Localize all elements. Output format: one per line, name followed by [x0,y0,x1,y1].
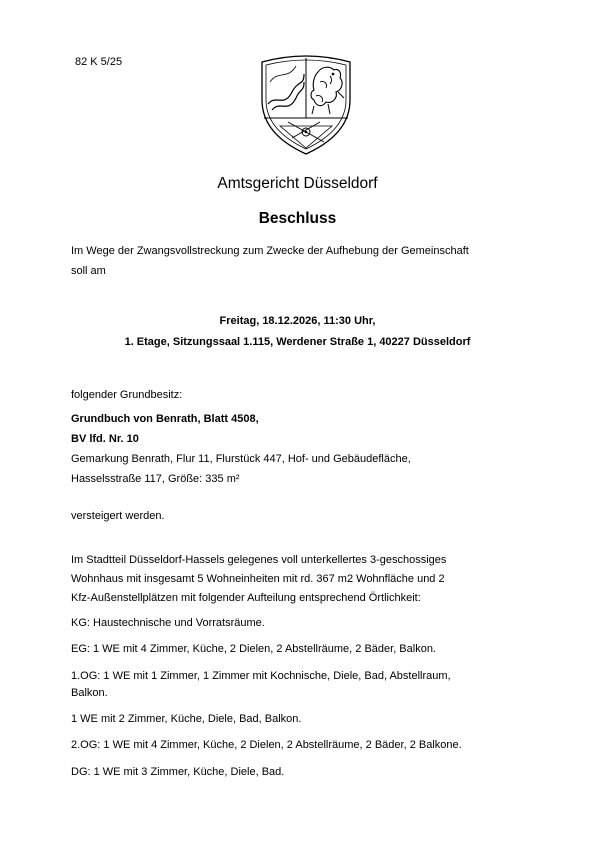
court-name: Amtsgericht Düsseldorf [217,175,378,192]
floor-og1-line-2: Balkon. [71,687,108,699]
nrw-coat-of-arms-icon [258,52,354,156]
versteigert-text: versteigert werden. [71,510,165,522]
description-line-3: Kfz-Außenstellplätzen mit folgender Aufteilung entsprechend Örtlichkeit: [71,592,421,604]
case-number: 82 K 5/25 [75,56,123,68]
floor-og1-line-1: 1.OG: 1 WE mit 1 Zimmer, 1 Zimmer mit Kochnische, Diele, Bad, Abstellraum, [71,670,451,682]
termin-location: 1. Etage, Sitzungssaal 1.115, Werdener Straße 1, 40227 Düsseldorf [124,336,471,348]
document-title: Beschluss [258,210,337,227]
grundbesitz-label: folgender Grundbesitz: [71,389,183,401]
floor-eg: EG: 1 WE mit 4 Zimmer, Küche, 2 Dielen, 2 Abstellräume, 2 Bäder, Balkon. [71,643,436,655]
floor-dg: DG: 1 WE mit 3 Zimmer, Küche, Diele, Bad. [71,766,285,778]
floor-kg: KG: Haustechnische und Vorratsräume. [71,617,265,629]
grundbuch-entry: Grundbuch von Benrath, Blatt 4508, [71,413,259,425]
floor-og2: 2.OG: 1 WE mit 4 Zimmer, Küche, 2 Dielen, 2 Abstellräume, 2 Bäder, 2 Balkone. [71,739,462,751]
intro-line-1: Im Wege der Zwangsvollstreckung zum Zwecke der Aufhebung der Gemeinschaft [71,245,469,257]
description-line-1: Im Stadtteil Düsseldorf-Hassels gelegenes voll unterkellertes 3-geschossiges [71,554,447,566]
description-line-2: Wohnhaus mit insgesamt 5 Wohneinheiten mit rd. 367 m2 Wohnfläche und 2 [71,573,445,585]
intro-line-2: soll am [71,265,106,277]
floor-og1-unit-2: 1 WE mit 2 Zimmer, Küche, Diele, Bad, Balkon. [71,713,302,725]
gemarkung-line-2: Hasselsstraße 117, Größe: 335 m² [71,473,240,485]
gemarkung-line-1: Gemarkung Benrath, Flur 11, Flurstück 447, Hof- und Gebäudefläche, [71,453,411,465]
bv-number: BV lfd. Nr. 10 [71,433,139,445]
termin-date-time: Freitag, 18.12.2026, 11:30 Uhr, [219,315,376,327]
